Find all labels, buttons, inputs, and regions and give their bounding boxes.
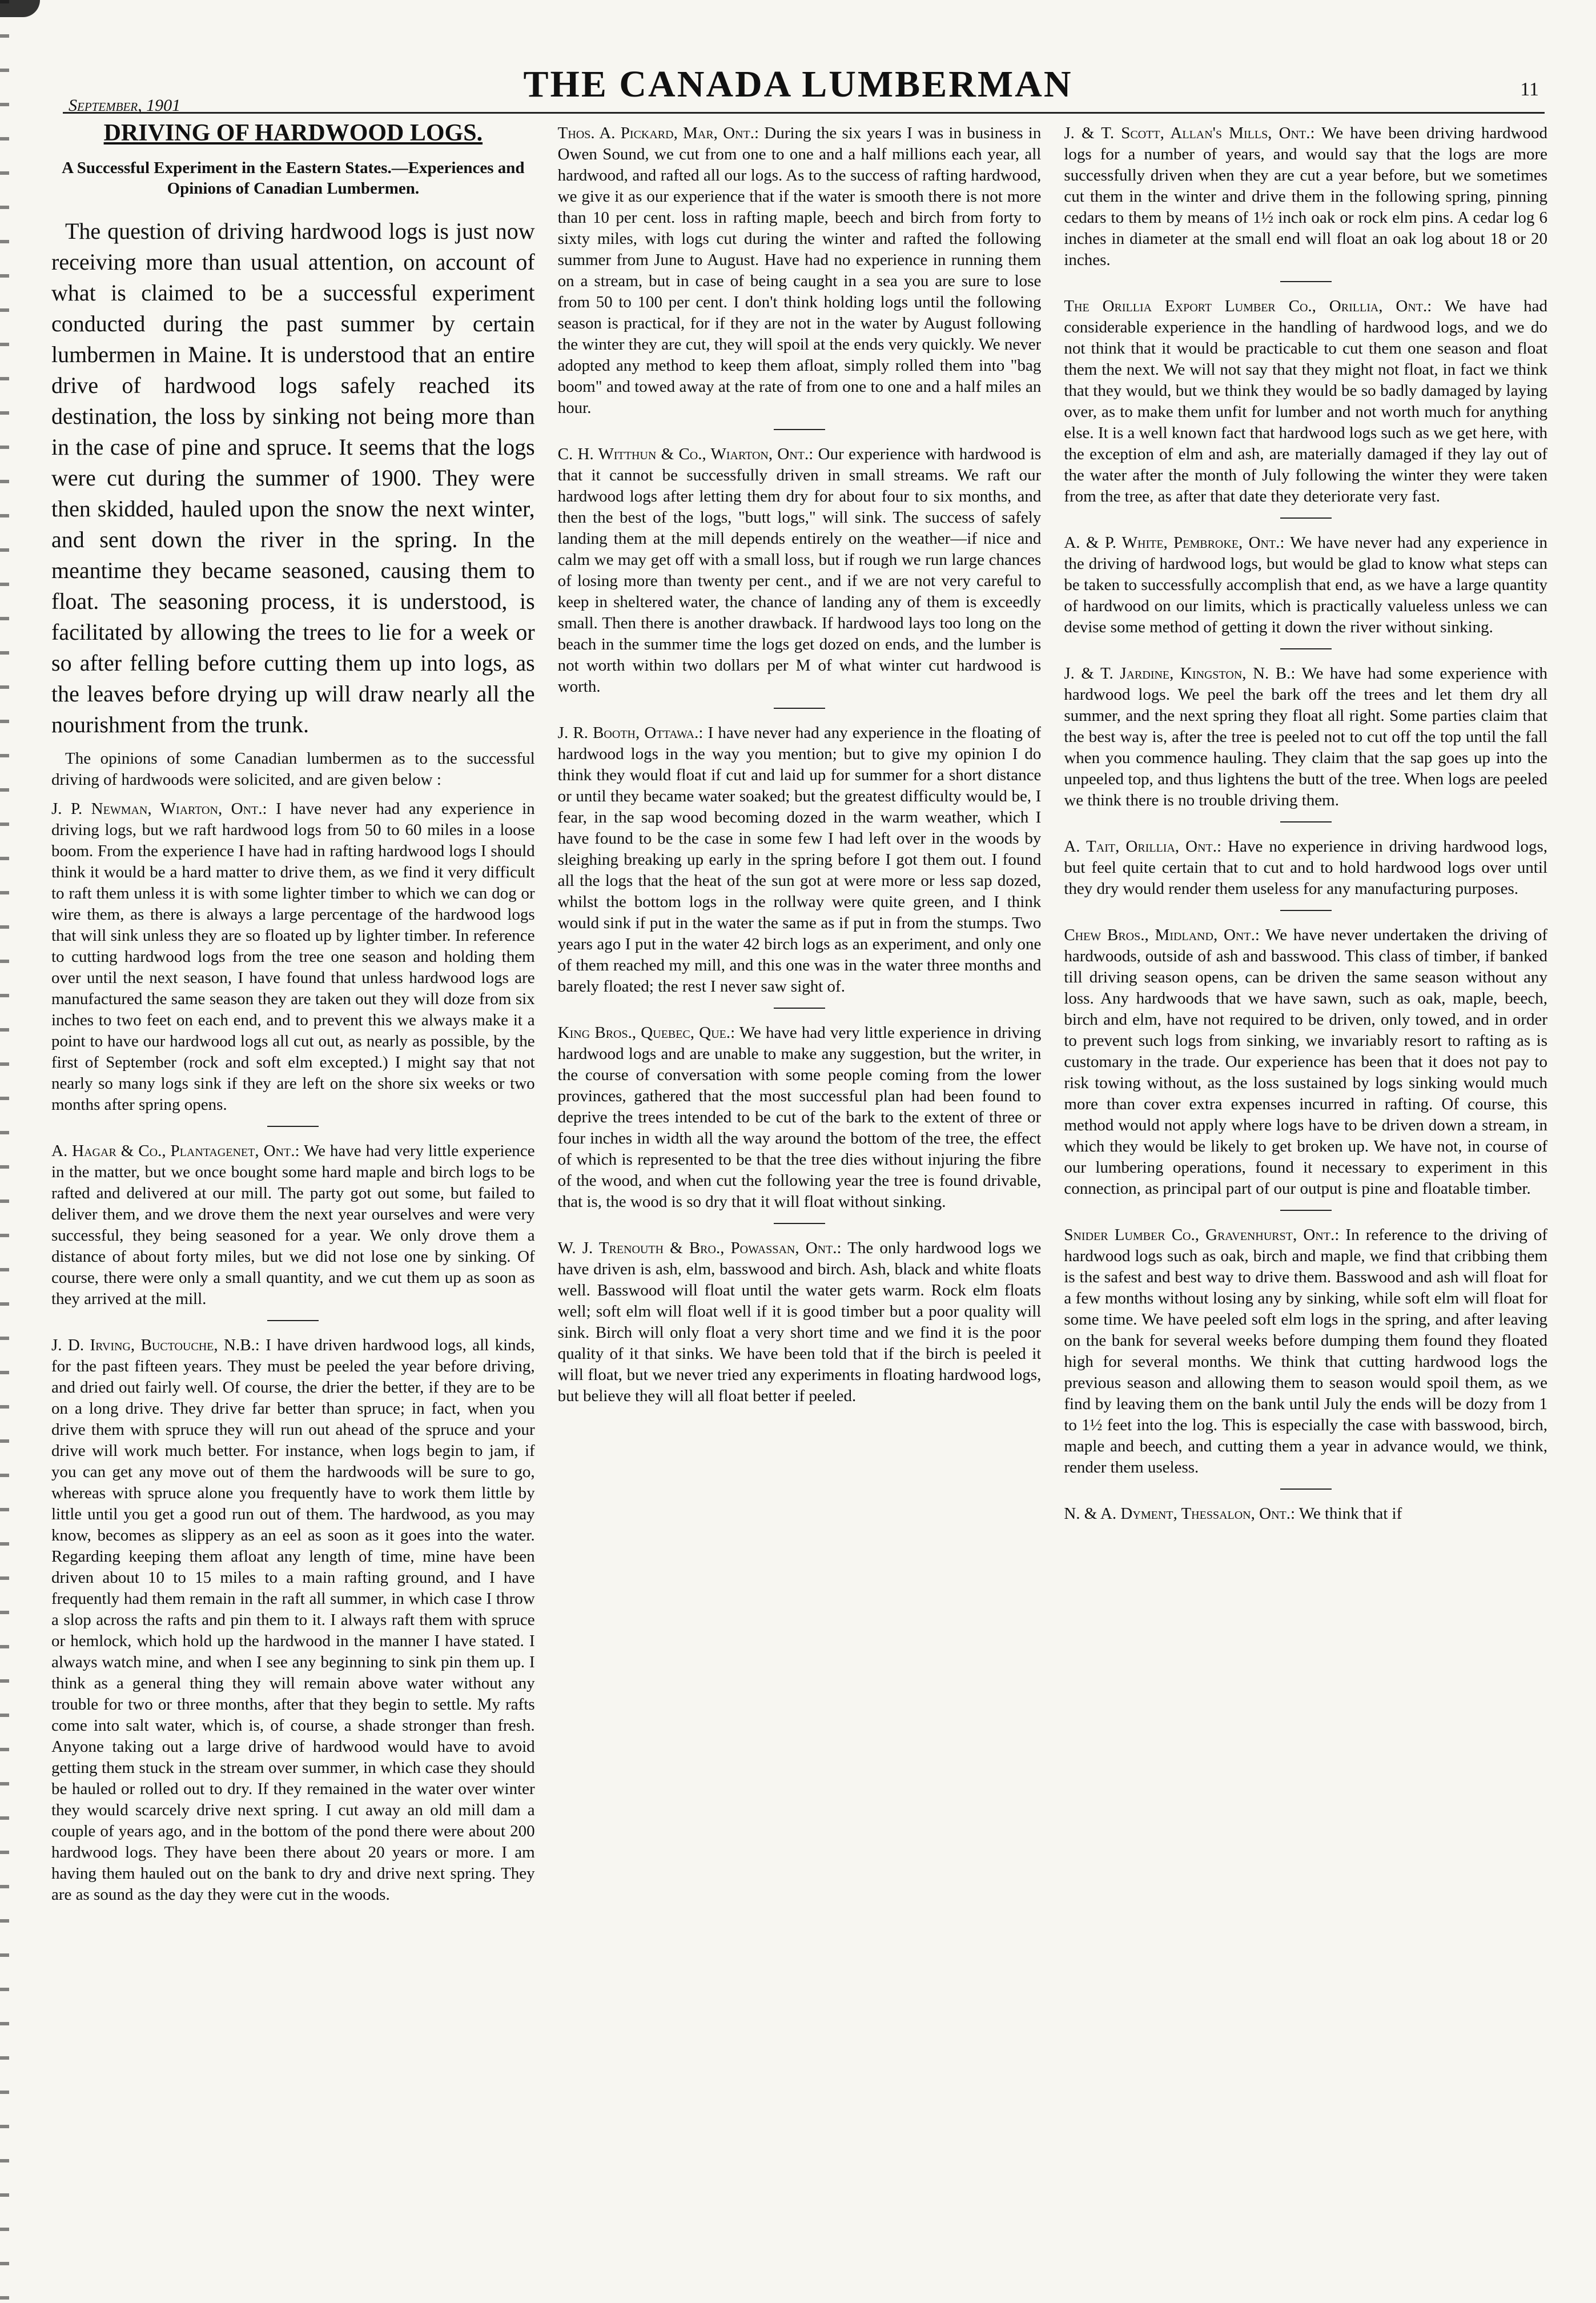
letter-signature: Chew Bros., Midland, Ont.: xyxy=(1064,926,1260,944)
letter-paragraph xyxy=(1064,1225,1547,1478)
letter-text: We have never undertaken the driving of hardwoods, outside of ash and basswood. This class of timber, if banked till driving season opens, can be driven the same season without any loss. Any hardwoods that we have sawn, such as oak, maple, beech, birch and elm, have not required to be driven, only towed, and in order to prevent such logs from sinking, we invariably resort to rafting as is customary in the trade. Our experience has been that it does not pay to risk towing without, as the loss sustained by logs sinking would much more than cover extra expenses incurred in rafting. Of course, this method would not apply where logs have to be driven down a stream, in which they would be likely to get broken up. We have not, in course of our lumbering operations, found it necessary to experiment in this connection, as principal part of our output is pine and floatable timber. xyxy=(1064,926,1548,1198)
letter-paragraph xyxy=(1064,123,1547,271)
article-columns xyxy=(51,123,1547,2282)
letter-text: We think that if xyxy=(1298,1504,1402,1523)
scan-binding-edge xyxy=(0,0,9,2303)
letter-paragraph xyxy=(1064,925,1547,1199)
letter-text: We have had very little experience in driving hardwood logs and are unable to make any suggestion, but the writer, in the course of conversation with some people coming from the lower provinces, gathered that the most successful plan had been found to deprive the trees intended to be cut of the bark to the extent of three or four inches in width all the way around the bottom of the tree, the effect of which is represented to be that the tree dies without injuring the fibre of the wood, and when cut the following year the tree is found drivable, that is, the wood is so dry that it will float without sinking. xyxy=(557,1024,1042,1211)
letter-text: We have had some experience with hardwood logs. We peel the bark off the trees and let them dry all summer, and the next spring they float all right. Some parties claim that the best way is, after the tree is peeled not to cut off the top until the fall when you commence hauling. They claim that the sap goes up into the unpeeled top, and thus lightens the butt of the tree. When logs are peeled we think there is no trouble driving them. xyxy=(1064,664,1548,809)
letter-signature: A. Hagar & Co., Plantagenet, Ont.: xyxy=(51,1142,300,1160)
letter-text: I have driven hardwood logs, all kinds, for the past fifteen years. They must be peeled the year before driving, and dried out fairly well. Of course, the drier the better, if they are to be on a long drive. They drive far better than spruce; in fact, when you drive them with spruce they will run out ahead of the spruce and your drive will work much better. For instance, when logs begin to jam, if you can get any move out of them the hardwoods will be sure to go, whereas with spruce alone you frequently have to work them little by little until you get a good run out of them. The hardwood, as you may know, becomes as slippery as an eel as soon as it goes into the water. Regarding keeping them afloat any length of time, mine have been driven about 10 to 15 miles to a main rafting ground, and I have frequently had them remain in the raft all summer, in which case I throw a slop across the rafts and pin them to it. I always raft them with spruce or hemlock, which hold up the hardwood in the manner I have stated. I always watch mine, and when I see any beginning to sink pin them up. I think as a general thing they will remain above water without any trouble for two or three months, after that they begin to settle. My rafts come into salt water, which is, of course, a shade stronger than fresh. Anyone taking out a large drive of hardwood would have to avoid getting them stuck in the stream over summer, in which case they should be hauled or rolled out to dry. If they remained in the water over winter they would scarcely drive next spring. I cut away an old mill dam a couple of years ago, and in the bottom of the pond there were about 200 hardwood logs. They have been there about 20 years or more. I am having them hauled out on the bank to dry and drive next spring. They are as sound as the day they were cut in the woods. xyxy=(51,1336,535,1904)
letter-separator xyxy=(774,708,825,709)
letter-signature: J. & T. Scott, Allan's Mills, Ont.: xyxy=(1064,124,1315,142)
letter-separator xyxy=(1280,821,1332,822)
letters-group xyxy=(1064,123,1547,1524)
letter-separator xyxy=(774,1008,825,1009)
column-2 xyxy=(558,123,1042,2282)
article-subheading: A Successful Experiment in the Eastern States.—Experiences and Opinions of Canadian Lumbermen. xyxy=(62,159,525,198)
letter-separator xyxy=(1280,910,1332,911)
letter-signature: Thos. A. Pickard, Mar, Ont.: xyxy=(557,124,759,142)
masthead-rule xyxy=(63,112,1545,114)
scan-corner-mark xyxy=(0,0,40,17)
letter-text: I have never had any experience in driving logs, but we raft hardwood logs from 50 to 60 miles in a loose boom. From the experience I have had in rafting hardwood logs I should think it would be a hard matter to drive them, as we find it very difficult to raft them unless it is with some lighter timber to which we can dog or wire them, as there is always a large percentage of the hardwood logs that will sink unless they are so floated up by lighter timber. In reference to cutting hardwood logs from the tree one season and holding them over until the next season, I have found that unless hardwood logs are manufactured the same season they are taken out they will doze from six inches to two feet on each end, and to prevent this we always make it a point to have our hardwood logs all cut out, as nearly as possible, by the first of September (rock and soft elm excepted.) I might say that not nearly so many logs sink if they are left on the shore six weeks or two months after spring opens. xyxy=(51,800,535,1114)
letter-separator xyxy=(1280,1488,1332,1490)
letter-separator xyxy=(1280,648,1332,649)
letter-paragraph xyxy=(1064,296,1547,507)
letter-separator xyxy=(1280,517,1332,519)
letters-group xyxy=(558,123,1042,1407)
letter-text: During the six years I was in business in Owen Sound, we cut from one to one and a half millions each year, all hardwood, and rafted all our logs. As to the success of rafting hardwood, we give it as our experience that if the water is smooth there is not more than 10 per cent. loss in rafting maple, beech and birch from forty to sixty miles, with logs cut during the winter and rafted the following summer from June to August. Have had no experience in running them on a stream, but in case of being caught in a sea you are sure to lose from 50 to 100 per cent. I don't think holding logs until the following season is practical, for if they are not in the water by August following the winter they are cut, they will spoil at the ends very quickly. We never adopted any method to keep them afloat, simply rolled them into "bag boom" and towed away at the rate of from one to one and a half miles an hour. xyxy=(557,124,1042,417)
letter-text: We have been driving hardwood logs for a number of years, and would say that the logs are more successfully driven when they are cut a year before, but we sometimes cut them in the winter and drive them in the following spring, pinning cedars to them by means of 1½ inch oak or rock elm pins. A cedar log 6 inches in diameter at the small end will float an oak log about 18 or 20 inches. xyxy=(1064,124,1548,269)
letter-paragraph xyxy=(558,723,1042,997)
letter-text: Our experience with hardwood is that it cannot be successfully driven in small streams. We raft our hardwood logs after letting them dry for about four to six months, and then the best of the logs, "butt logs," will sink. The success of safely landing them at the mill depends entirely on the weather—if nice and calm we may get off with a small loss, but if rough we run large chances of losing more than twenty per cent., and if we are not very careful to keep in sheltered water, the chance of landing any of them is exceedly small. Then there is another drawback. If hardwood lays too long on the beach in the summer time the logs get dozed on ends, and the lumber is not worth within two dollars per M of what winter cut hardwood is worth. xyxy=(557,445,1042,696)
letter-signature: The Orillia Export Lumber Co., Orillia, Ont.: xyxy=(1064,297,1432,315)
letter-paragraph xyxy=(1064,836,1547,900)
letter-signature: J. P. Newman, Wiarton, Ont.: xyxy=(51,800,267,818)
masthead xyxy=(34,63,1562,131)
letter-text: We have never had any experience in the driving of hardwood logs, but would be glad to know what steps can be taken to successfully accomplish that end, as we have a large quantity of hardwood on our limits, which is practically valueless unless we can devise some method of getting it down the river without sinking. xyxy=(1064,533,1548,636)
letter-paragraph xyxy=(1064,1503,1547,1524)
letter-signature: J. & T. Jardine, Kingston, N. B.: xyxy=(1064,664,1296,683)
letter-separator xyxy=(1280,1210,1332,1211)
letter-signature: A. Tait, Orillia, Ont.: xyxy=(1064,837,1222,856)
letter-signature: N. & A. Dyment, Thessalon, Ont.: xyxy=(1064,1504,1296,1523)
letter-text: We have had very little experience in the matter, but we once bought some hard maple and birch logs to be rafted and delivered at our mill. The party got out some, but failed to deliver them, and we drove them the next year ourselves and were very successful, they being seasoned for a year. We only drove them a distance of about forty miles, but we did not lose one by sinking. Of course, there were only a small quantity, and we cut them up as soon as they arrived at the mill. xyxy=(51,1142,535,1308)
letter-separator xyxy=(267,1320,319,1321)
column-1 xyxy=(51,123,535,2282)
letter-text: We have had considerable experience in the handling of hardwood logs, and we do not think that it would be practicable to cut them one season and float them the next. We will not say that they might not float, in fact we think that they would, but we think they would be so badly damaged by laying over, as to make them unfit for lumber and not worth much for anything else. It is a well known fact that hardwood logs such as we get here, with the exception of elm and ash, are materially damaged if they lay out of the water after the month of July following the winter they were taken from the tree, as after that date they deteriorate very fast. xyxy=(1064,297,1548,505)
letter-paragraph xyxy=(1064,532,1547,638)
letter-paragraph xyxy=(51,1141,535,1310)
intro-paragraph: The opinions of some Canadian lumbermen as to the successful driving of hardwoods were solicited, and are given below : xyxy=(51,749,535,789)
letter-signature: Snider Lumber Co., Gravenhurst, Ont.: xyxy=(1064,1226,1340,1244)
letter-text: I have never had any experience in the floating of hardwood logs in the way you mention; but to give my opinion I do think they would float if cut and laid up for summer for a short distance or until they became water soaked; but the greatest difficulty would be, I fear, in the sap wood becoming dozed in the warm weather, which I have found to be the case in some few I had left over in the woods by sleighing breaking up early in the spring before I got them out. I found all the logs that the heat of the sun got at were more or less sap dozed, whilst the bottom logs in the rollway were quite green, and I think would sink if put in the water the same as if put in from the stumps. Two years ago I put in the water 42 birch logs as an experiment, and only one of them reached my mill, and this one was in the water three months and barely floated; the rest I never saw sight of. xyxy=(557,724,1042,996)
column-3 xyxy=(1064,123,1547,2282)
page-number: 11 xyxy=(1520,79,1539,100)
letter-text: In reference to the driving of hardwood logs such as oak, birch and maple, we find that cribbing them is the safest and best way to drive them. Basswood and ash will float for a few months without losing any by sinking, while soft elm will float for some time. We have peeled soft elm logs in the spring, and after leaving on the bank for several weeks before dumping them found they floated high for several months. We think that cutting hardwood logs the previous season and allowing them to season would spoil them, as we find by leaving them on the bank until July the ends will be dozy from 1 to 1½ feet into the log. This is especially the case with basswood, birch, maple and beech, and cutting them a year in advance would, we think, render them useless. xyxy=(1064,1226,1548,1477)
letter-signature: W. J. Trenouth & Bro., Powassan, Ont.: xyxy=(557,1239,842,1257)
letter-paragraph xyxy=(558,1022,1042,1213)
letter-signature: J. R. Booth, Ottawa.: xyxy=(557,724,703,742)
article-heading: DRIVING OF HARDWOOD LOGS. xyxy=(103,123,483,146)
letter-paragraph xyxy=(51,799,535,1116)
letter-signature: King Bros., Quebec, Que.: xyxy=(557,1024,735,1042)
letter-separator xyxy=(774,1223,825,1224)
letter-separator xyxy=(774,429,825,430)
letters-group xyxy=(51,799,535,1905)
letter-paragraph xyxy=(558,123,1042,419)
letter-separator xyxy=(1280,281,1332,282)
letter-text: Have no experience in driving hardwood logs, but feel quite certain that to cut and to hold hardwood logs over until they dry would render them useless for any manufacturing purposes. xyxy=(1064,837,1548,898)
letter-separator xyxy=(267,1126,319,1127)
letter-paragraph xyxy=(1064,663,1547,811)
letter-text: The only hardwood logs we have driven is ash, elm, basswood and birch. Ash, black and white floats well. Basswood will float until the water gets warm. Rock elm floats well; soft elm will float well if it is good timber but a poor quality will sink. Birch will only float a very short time and we find it is the poor quality of it that sinks. We have been told that if the birch is peeled it will float, but we never tried any experiments in floating hardwood logs, but believe they will all float better if peeled. xyxy=(557,1239,1042,1405)
letter-paragraph xyxy=(558,1238,1042,1407)
letter-signature: C. H. Witthun & Co., Wiarton, Ont.: xyxy=(557,445,814,463)
intro-paragraph: The question of driving hardwood logs is just now receiving more than usual attention, on account of what is claimed to be a successful experiment conducted during the past summer by certain lumbermen in Maine. It is understood that an entire drive of hardwood logs safely reached its destination, the loss by sinking not being more than in the case of pine and spruce. It seems that the logs were cut during the summer of 1900. They were then skidded, hauled upon the snow the next winter, and sent down the river in the spring. In the meantime they became seasoned, causing them to float. The seasoning process, it is understood, is facilitated by allowing the trees to lie for a week or so after felling before cutting them up into logs, as the leaves before drying up will draw nearly all the nourishment from the trunk. xyxy=(51,218,535,737)
letter-signature: J. D. Irving, Buctouche, N.B.: xyxy=(51,1336,260,1354)
letter-signature: A. & P. White, Pembroke, Ont.: xyxy=(1064,533,1285,552)
letter-paragraph xyxy=(558,444,1042,697)
issue-date: September, 1901 xyxy=(69,96,181,115)
letter-paragraph xyxy=(51,1335,535,1905)
newspaper-title: THE CANADA LUMBERMAN xyxy=(523,63,1073,105)
